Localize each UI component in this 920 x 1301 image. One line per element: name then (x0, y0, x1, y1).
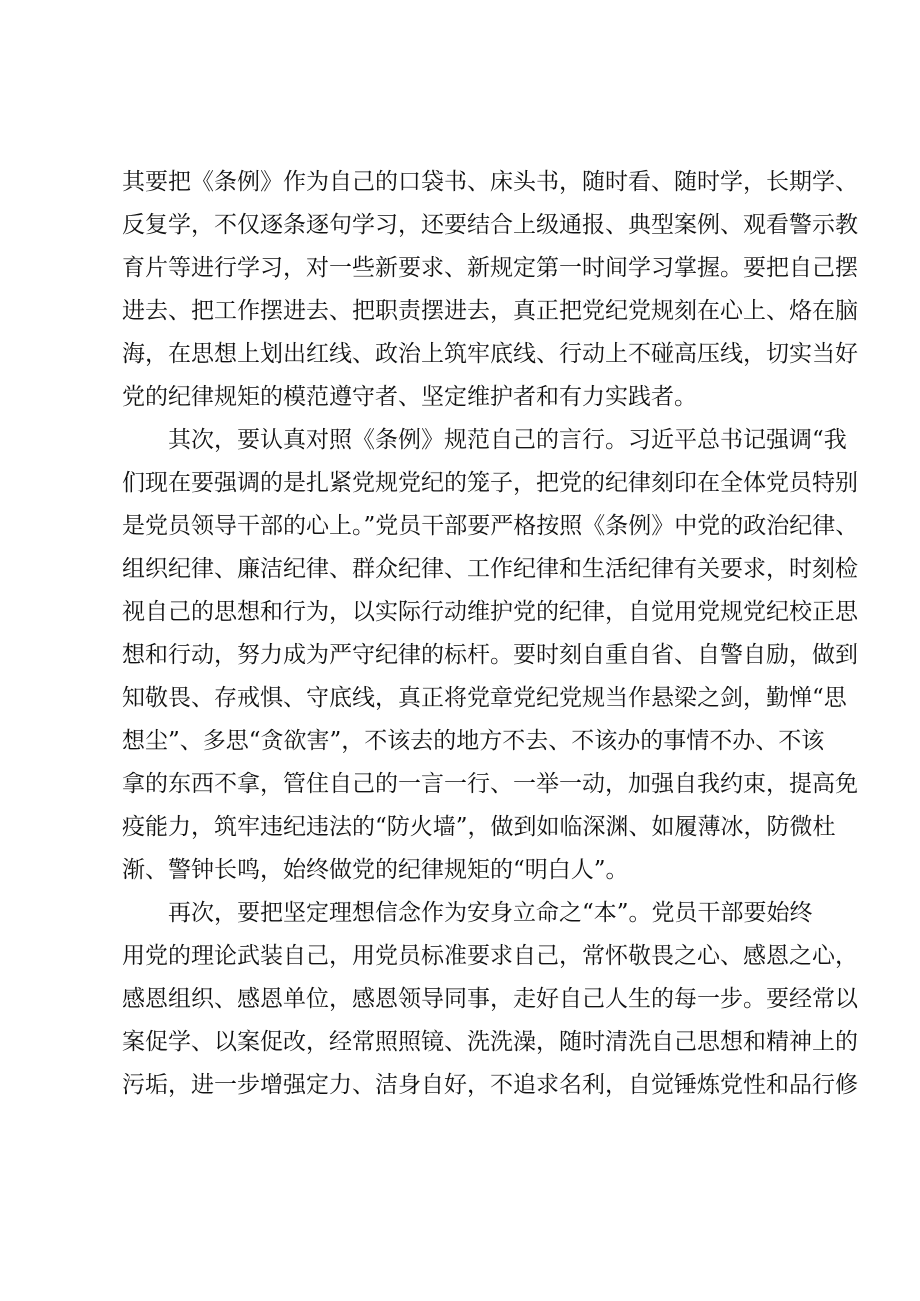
text-line: 知敬畏、存戒惧、守底线，真正将党章党纪党规当作悬梁之剑，勤惮“思 (122, 685, 847, 711)
text-line: 其次，要认真对照《条例》规范自己的言行。习近平总书记强调“我 (168, 427, 847, 453)
text-line: 案促学、以案促改，经常照照镜、洗洗澡，随时清洗自己思想和精神上的 (122, 1029, 858, 1055)
text-line: 感恩组织、感恩单位，感恩领导同事，走好自己人生的每一步。要经常以 (122, 986, 858, 1012)
text-line: 其要把《条例》作为自己的口袋书、床头书，随时看、随时学，长期学、 (122, 169, 858, 195)
text-line: 进去、把工作摆进去、把职责摆进去，真正把党纪党规刻在心上、烙在脑 (122, 298, 858, 324)
text-line: 用党的理论武装自己，用党员标准要求自己，常怀敬畏之心、感恩之心， (122, 943, 858, 969)
text-line: 再次，要把坚定理想信念作为安身立命之“本”。党员干部要始终 (168, 900, 813, 926)
text-line: 海，在思想上划出红线、政治上筑牢底线、行动上不碰高压线，切实当好 (122, 341, 858, 367)
text-line: 是党员领导干部的心上。”党员干部要严格按照《条例》中党的政治纪律、 (122, 513, 859, 539)
text-line: 反复学，不仅逐条逐句学习，还要结合上级通报、典型案例、观看警示教 (122, 212, 858, 238)
text-line: 疫能力，筑牢违纪违法的“防火墙”，做到如临深渊、如履薄冰，防微杜 (122, 814, 836, 840)
text-line: 污垢，进一步增强定力、洁身自好，不追求名利，自觉锤炼党性和品行修 (122, 1072, 858, 1098)
text-line: 想和行动，努力成为严守纪律的标杆。要时刻自重自省、自警自励，做到 (122, 642, 858, 668)
text-line: 育片等进行学习，对一些新要求、新规定第一时间学习掌握。要把自己摆 (122, 255, 858, 281)
text-line: 组织纪律、廉洁纪律、群众纪律、工作纪律和生活纪律有关要求，时刻检 (122, 556, 858, 582)
text-line: 渐、警钟长鸣，始终做党的纪律规矩的“明白人”。 (122, 857, 629, 883)
text-line: 想尘”、多思“贪欲害”，不该去的地方不去、不该办的事情不办、不该 (122, 728, 825, 754)
text-line: 党的纪律规矩的模范遵守者、坚定维护者和有力实践者。 (122, 384, 697, 410)
text-line: 视自己的思想和行为，以实际行动维护党的纪律，自觉用党规党纪校正思 (122, 599, 858, 625)
text-line: 拿的东西不拿，管住自己的一言一行、一举一动，加强自我约束，提高免 (122, 771, 858, 797)
text-line: 们现在要强调的是扎紧党规党纪的笼子，把党的纪律刻印在全体党员特别 (122, 470, 858, 496)
